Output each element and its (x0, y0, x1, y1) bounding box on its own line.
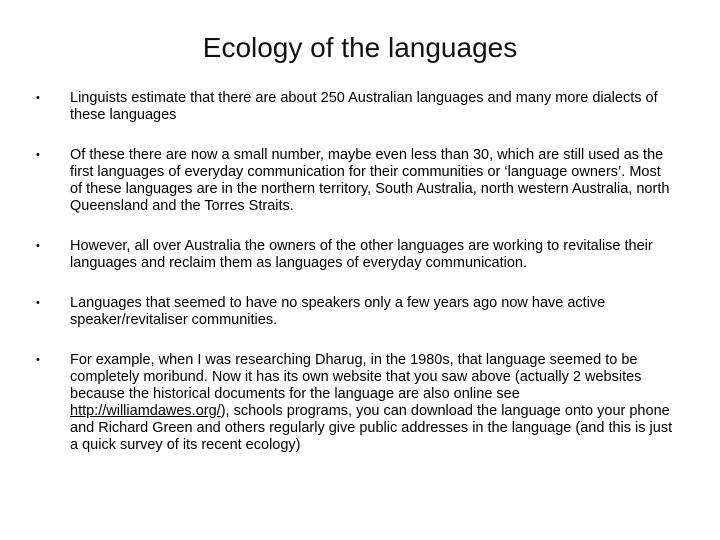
bullet-text: However, all over Australia the owners of the other languages are working to revitalise their languages and reclaim them as languages of everyday communication. (70, 238, 653, 271)
bullet-icon: • (36, 149, 40, 161)
bullet-text: Languages that seemed to have no speakers only a few years ago now have active speaker/revitaliser communities. (70, 295, 606, 328)
bullet-text: Linguists estimate that there are about 250 Australian languages and many more dialects of these languages (70, 90, 658, 123)
bullet-item-3 (36, 238, 676, 272)
williamdawes-link[interactable]: http://williamdawes.org/ (70, 403, 221, 419)
bullet-text-before-link: For example, when I was researching Dharug, in the 1980s, that language seemed to be completely moribund. Now it has its own website that you saw above (actually 2 websites because the historical documents for the language are also online see (70, 352, 642, 402)
bullet-item-1 (36, 90, 676, 124)
bullet-text: Of these there are now a small number, maybe even less than 30, which are still used as the first languages of everyday communication for their communities or ‘language owners’. Most of these languages are in the northern territory, South Australia, north western Australia, north Queensland and the Torres Straits. (70, 147, 670, 214)
bullet-text (70, 352, 672, 453)
slide-title: Ecology of the languages (202, 32, 518, 63)
bullet-list (36, 90, 676, 477)
bullet-icon: • (36, 92, 40, 104)
bullet-text-after-link: ), schools programs, you can download the language onto your phone and Richard Green and others regularly give public addresses in the language (and this is just a quick survey of its recent ecology) (70, 403, 673, 453)
bullet-icon: • (36, 354, 40, 366)
bullet-icon: • (36, 297, 40, 309)
bullet-item-2 (36, 147, 676, 215)
bullet-item-5 (36, 352, 676, 454)
bullet-item-4 (36, 295, 676, 329)
bullet-icon: • (36, 240, 40, 252)
